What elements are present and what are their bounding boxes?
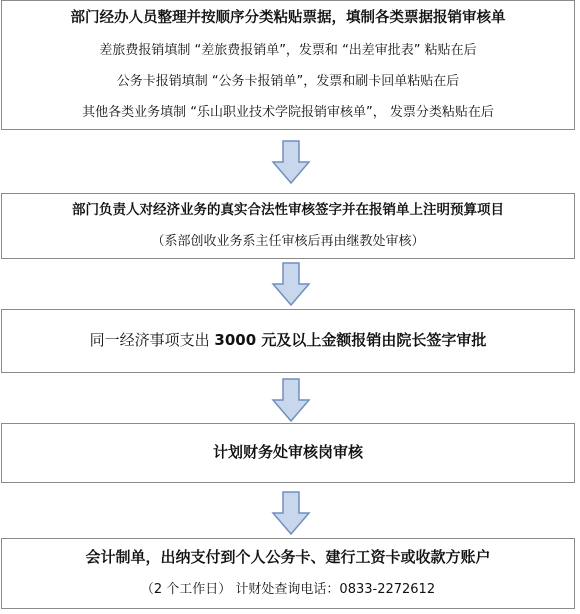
step-3-title-prefix: 同一经济事项支出 [89, 331, 215, 349]
step-1-line-3: 其他各类业务填制 “乐山职业技术学院报销审核单”， 发票分类粘贴在后 [82, 105, 494, 120]
step-1-title: 部门经办人员整理并按顺序分类粘贴票据，填制各类票据报销审核单 [70, 10, 506, 26]
step-4-title: 计划财务处审核岗审核 [212, 443, 363, 461]
down-arrow-icon [271, 262, 311, 306]
step-5-note: （2 个工作日） 计财处查询电话：0833-2272612 [140, 582, 436, 597]
step-3-title [2, 333, 574, 348]
step-5-box [1, 538, 575, 609]
down-arrow-icon [271, 378, 311, 422]
step-3-title-bold: 3000 元及以上金额报销由院长签字审批 [214, 331, 487, 349]
step-1-box [1, 0, 575, 130]
step-5-title: 会计制单，出纳支付到个人公务卡、建行工资卡或收款方账户 [85, 548, 491, 566]
step-1-line-1: 差旅费报销填制 “差旅费报销单”，发票和 “出差审批表” 粘贴在后 [99, 43, 477, 58]
down-arrow-icon [271, 140, 311, 184]
step-2-title: 部门负责人对经济业务的真实合法性审核签字并在报销单上注明预算项目 [72, 202, 504, 218]
step-3-box [1, 309, 575, 373]
step-4-box [1, 423, 575, 483]
step-1-line-2: 公务卡报销填制 “公务卡报销单”，发票和刷卡回单粘贴在后 [116, 74, 460, 89]
step-2-box [1, 193, 575, 259]
step-2-note: （系部创收业务系主任审核后再由继教处审核） [151, 234, 425, 249]
down-arrow-icon [271, 491, 311, 535]
